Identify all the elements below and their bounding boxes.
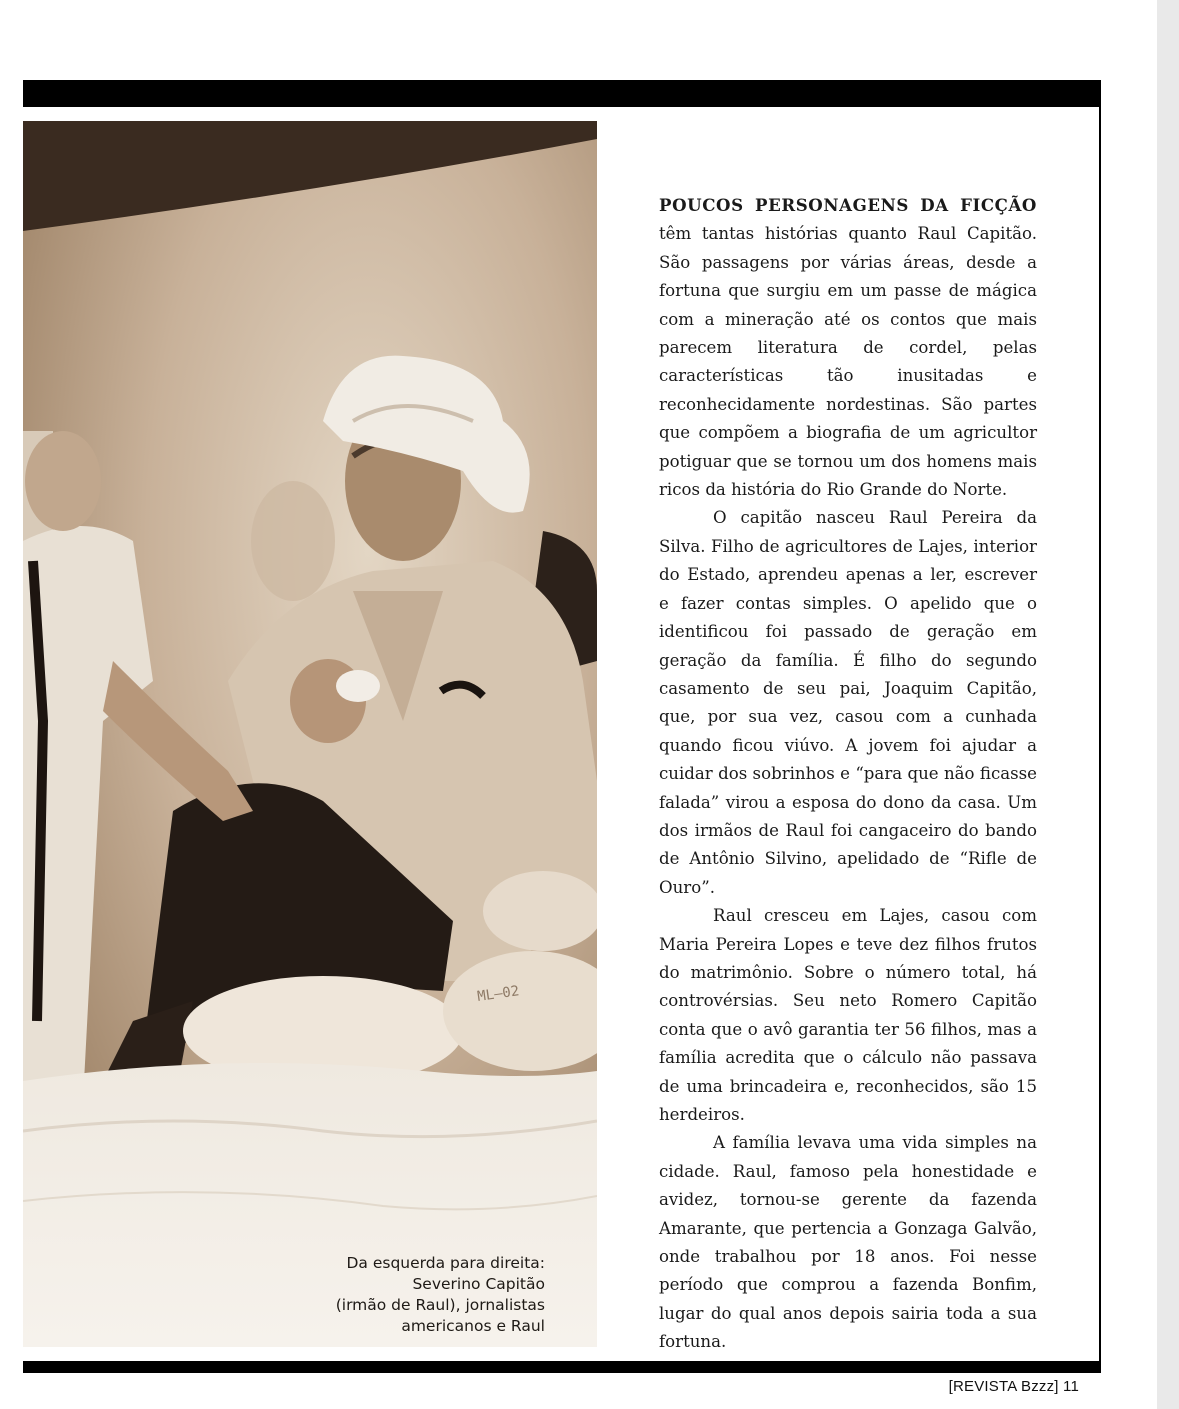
article-body [659, 191, 1037, 1357]
paragraph-3: Raul cresceu em Lajes, casou com Maria Pereira Lopes e teve dez filhos frutos do matrimônio. Sobre o número total, há controvérsias. Seu neto Romero Capitão conta que o avô garantia ter 56 filhos, mas a família acredita que o cálculo não passava de uma brincadeira e, reconhecidos, são 15 herdeiros. [659, 906, 1037, 1124]
page-footer: [REVISTA Bzzz] 11 [948, 1378, 1079, 1395]
right-border-rule [1099, 107, 1101, 1363]
photograph-illustration [23, 121, 597, 1347]
caption-line: Da esquerda para direita: [346, 1254, 545, 1272]
top-black-bar [23, 80, 1101, 107]
viewer-background [1157, 0, 1179, 1409]
lead-in: POUCOS PERSONAGENS DA FICÇÃO [659, 195, 1037, 215]
caption-line: Severino Capitão [412, 1275, 545, 1293]
paragraph-4: A família levava uma vida simples na cidade. Raul, famoso pela honestidade e avidez, tornou-se gerente da fazenda Amarante, que pertencia a Gonzaga Galvão, onde trabalhou por 18 anos. Foi nesse período que comprou a fazenda Bonfim, lugar do qual anos depois sairia toda a sua fortuna. [659, 1133, 1037, 1352]
caption-line: americanos e Raul [401, 1317, 545, 1335]
sepia-photograph [23, 121, 597, 1347]
paragraph-1 [659, 191, 1037, 504]
caption-line: (irmão de Raul), jornalistas [335, 1296, 545, 1314]
bottom-black-bar [23, 1361, 1101, 1373]
paragraph-1-text: têm tantas histórias quanto Raul Capitão. São passagens por várias áreas, desde a fortuna que surgiu em um passe de mágica com a mineração até os contos que mais parecem literatura de cordel, pelas características tão inusitadas e reconhecidamente nordestinas. São partes que compõem a biografia de um agricultor potiguar que se tornou um dos homens mais ricos da história do Rio Grande do Norte. [659, 224, 1037, 500]
paragraph-2: O capitão nasceu Raul Pereira da Silva. Filho de agricultores de Lajes, interior do Estado, aprendeu apenas a ler, escrever e fazer contas simples. O apelido que o identificou foi passado de geração em geração da família. É filho do segundo casamento de seu pai, Joaquim Capitão, que, por sua vez, casou com a cunhada quando ficou viúvo. A jovem foi ajudar a cuidar dos sobrinhos e “para que não ficasse falada” virou a esposa do dono da casa. Um dos irmãos de Raul foi cangaceiro do bando de Antônio Silvino, apelidado de “Rifle de Ouro”. [659, 508, 1037, 897]
svg-text:ML—02: ML—02 [476, 983, 521, 1005]
photo-caption [336, 1253, 545, 1337]
